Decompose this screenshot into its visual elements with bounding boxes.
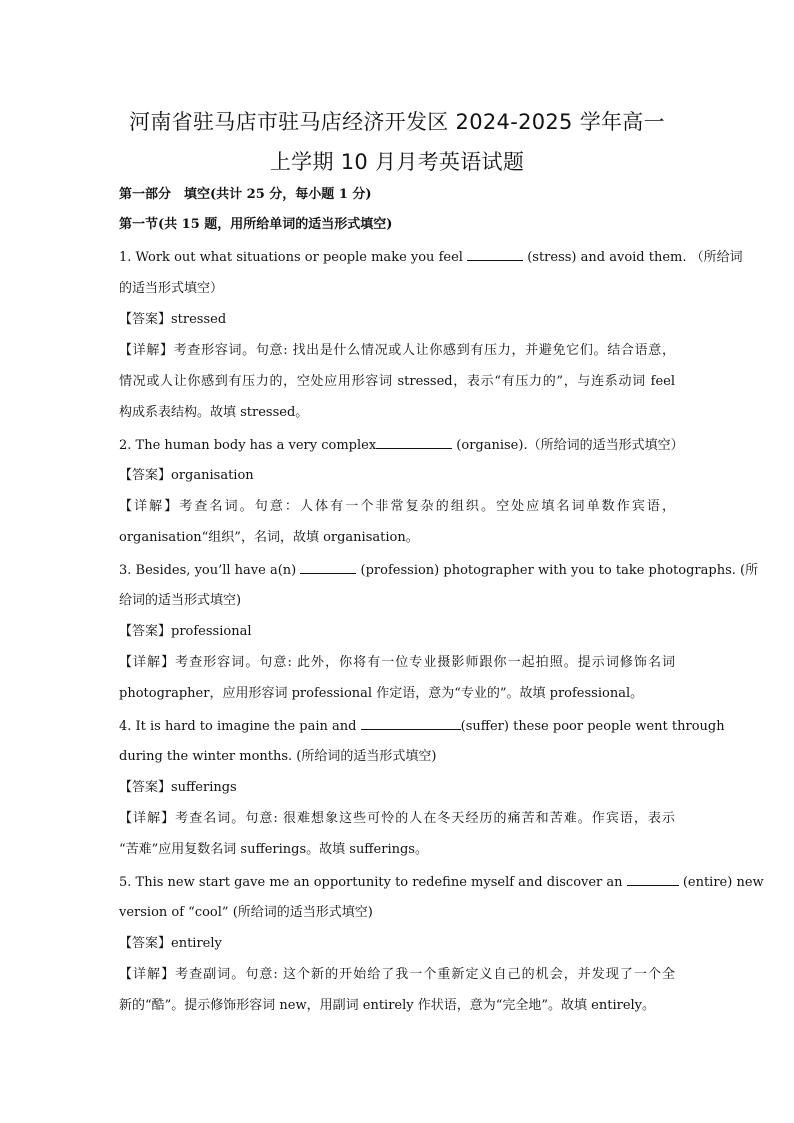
question-5-stem-start: 5. This new start gave me an opportunity to redefine myself and discover an (119, 875, 623, 890)
question-3-answer: 【答案】professional (119, 624, 252, 639)
part-heading: 第一部分 填空(共计 25 分，每小题 1 分) (119, 187, 372, 202)
question-4-analysis-line-2: “苦难”应用复数名词 sufferings。故填 sufferings。 (119, 842, 428, 857)
question-5-analysis-line-1: 【详解】考查副词。句意: 这个新的开始给了我一个重新定义自己的机会，并发现了一个全 (119, 967, 675, 982)
answer-blank (300, 561, 356, 574)
question-2-analysis-line-2: organisation“组织”，名词，故填 organisation。 (119, 530, 419, 545)
question-1-stem-continued: 的适当形式填空） (119, 281, 224, 296)
question-4-stem-start: 4. It is hard to imagine the pain and (119, 719, 357, 734)
question-5-analysis-line-2: 新的“酷”。提示修饰形容词 new，用副词 entirely 作状语，意为“完全地”。故填 entirely。 (119, 998, 656, 1013)
question-3-stem (119, 561, 759, 580)
question-4-stem-continued: during the winter months. (所给词的适当形式填空) (119, 749, 437, 764)
question-1-stem-start: 1. Work out what situations or people make you feel (119, 250, 463, 265)
question-3-stem-end: (profession) photographer with you to take photographs. (所 (360, 563, 759, 578)
question-1-analysis-line-3: 构成系表结构。故填 stressed。 (119, 405, 309, 420)
question-4-stem (119, 717, 725, 736)
question-3-stem-continued: 给词的适当形式填空) (119, 593, 242, 608)
question-4-stem-end: (suffer) these poor people went through (460, 719, 725, 734)
document-title-line-1: 河南省驻马店市驻马店经济开发区 2024-2025 学年高一 (129, 110, 665, 134)
question-3-stem-start: 3. Besides, you’ll have a(n) (119, 563, 297, 578)
question-3-analysis-line-1: 【详解】考查形容词。句意: 此外，你将有一位专业摄影师跟你一起拍照。提示词修饰名词 (119, 655, 675, 670)
question-1-analysis-line-1: 【详解】考查形容词。句意: 找出是什么情况或人让你感到有压力，并避免它们。结合语意， (119, 343, 675, 358)
document-title-line-2: 上学期 10 月月考英语试题 (269, 150, 525, 174)
question-3-analysis-line-2: photographer，应用形容词 professional 作定语，意为“专业的”。故填 professional。 (119, 686, 644, 701)
question-5-stem-end: (entire) new (682, 875, 764, 890)
answer-blank (361, 717, 461, 730)
answer-blank (467, 248, 523, 261)
question-1-answer: 【答案】stressed (119, 312, 227, 327)
question-1-analysis-line-2: 情况或人让你感到有压力的，空处应用形容词 stressed，表示“有压力的”，与连系动词 feel (119, 374, 675, 389)
question-2-analysis-line-1: 【详解】考查名词。句意：人体有一个非常复杂的组织。空处应填名词单数作宾语， (119, 499, 675, 514)
question-5-stem (119, 873, 764, 892)
question-2-stem (119, 436, 684, 455)
section-heading: 第一节(共 15 题，用所给单词的适当形式填空) (119, 217, 393, 232)
question-4-analysis-line-1: 【详解】考查名词。句意: 很难想象这些可怜的人在冬天经历的痛苦和苦难。作宾语，表示 (119, 811, 675, 826)
answer-blank (627, 873, 679, 886)
question-2-answer: 【答案】organisation (119, 468, 254, 483)
question-1-stem-end: (stress) and avoid them. （所给词 (527, 250, 743, 265)
question-5-answer: 【答案】entirely (119, 936, 222, 951)
question-5-stem-continued: version of “cool” (所给词的适当形式填空) (119, 905, 373, 920)
question-4-answer: 【答案】sufferings (119, 780, 237, 795)
answer-blank (376, 436, 452, 449)
question-2-stem-start: 2. The human body has a very complex (119, 438, 377, 453)
question-1-stem (119, 248, 743, 267)
question-2-stem-end: (organise).（所给词的适当形式填空） (456, 438, 684, 453)
